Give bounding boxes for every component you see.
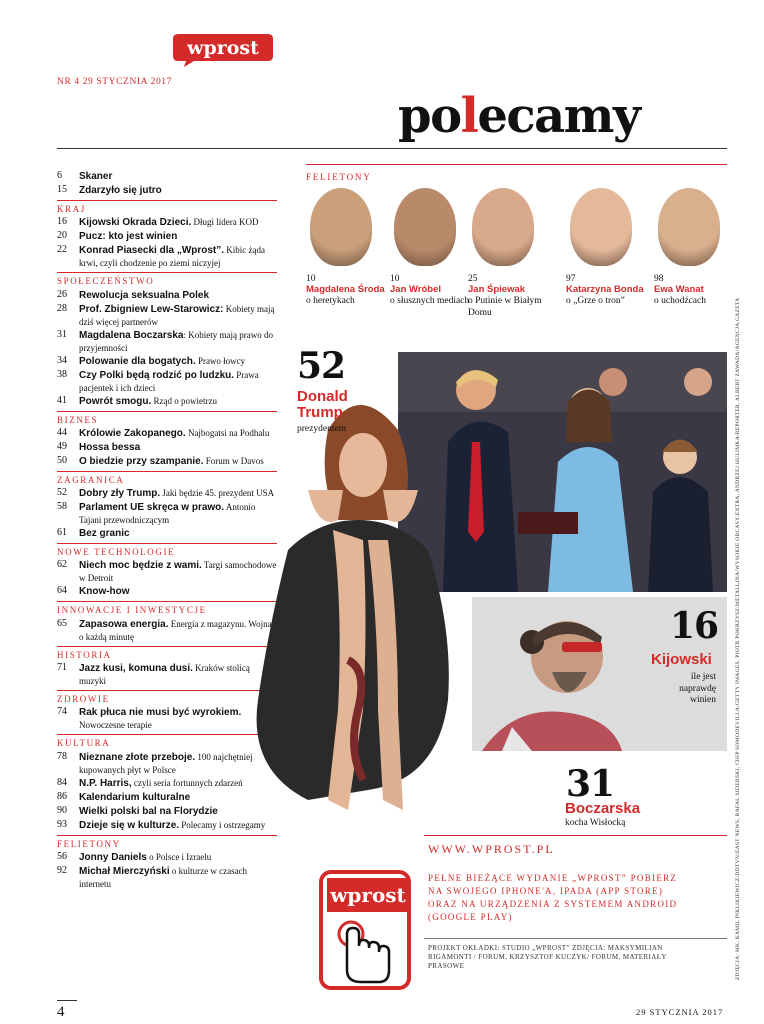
table-of-contents xyxy=(57,170,277,891)
columnist-photo xyxy=(658,188,720,266)
columnist-page: 25 xyxy=(468,274,478,284)
toc-entry-title: Know-how xyxy=(79,586,130,598)
toc-entry[interactable] xyxy=(57,791,277,804)
toc-section-title: FELIETONY xyxy=(57,835,277,850)
toc-section-title: BIZNES xyxy=(57,411,277,426)
toc-page-number: 86 xyxy=(57,790,67,802)
columnist-photo xyxy=(394,188,456,266)
toc-entry-desc: Rząd o powietrzu xyxy=(151,395,217,406)
columnist-name: Katarzyna Bonda xyxy=(566,284,644,295)
toc-page-number: 38 xyxy=(57,368,67,380)
toc-section-title: KRAJ xyxy=(57,200,277,215)
toc-entry[interactable] xyxy=(57,329,277,354)
divider xyxy=(424,835,727,836)
footer-date: 29 STYCZNIA 2017 xyxy=(636,1007,724,1017)
toc-entry[interactable] xyxy=(57,303,277,328)
toc-entry-text xyxy=(79,170,277,183)
toc-entry[interactable] xyxy=(57,819,277,832)
toc-entry-title: Nieznane złote przeboje. xyxy=(79,751,196,763)
toc-entry-desc: Kobiety mają dziś więcej partnerów xyxy=(79,303,275,327)
toc-entry-title: Kalendarium kulturalne xyxy=(79,791,191,803)
toc-page-number: 28 xyxy=(57,302,67,314)
toc-entry-desc: o Polsce i Izraelu xyxy=(146,851,212,862)
toc-entry-title: Wielki polski bal na Florydzie xyxy=(79,805,218,817)
toc-entry[interactable] xyxy=(57,427,277,440)
toc-page-number: 49 xyxy=(57,440,67,452)
toc-entry-text xyxy=(79,244,277,269)
toc-entry-desc: Targi samochodowe w Detroit xyxy=(79,560,277,584)
toc-entry[interactable] xyxy=(57,487,277,500)
toc-page-number: 31 xyxy=(57,328,67,340)
toc-entry[interactable] xyxy=(57,395,277,408)
toc-entry-text xyxy=(79,355,277,368)
toc-entry[interactable] xyxy=(57,184,277,197)
toc-entry-title: Rewolucja seksualna Polek xyxy=(79,289,210,301)
columnist-topic: o Putinie w Białym Domu xyxy=(468,296,542,318)
toc-entry-title: Jazz kusi, komuna dusi. xyxy=(79,663,193,675)
toc-entry[interactable] xyxy=(57,501,277,526)
toc-page-number: 64 xyxy=(57,585,67,597)
toc-entry-desc: Prawo łowcy xyxy=(195,355,246,366)
toc-entry-title: Magdalena Boczarska xyxy=(79,329,184,341)
toc-entry-desc: Antonio Tajani przewodniczącym xyxy=(79,502,256,526)
toc-page-number: 6 xyxy=(57,170,62,181)
toc-entry-title: Michał Mierczyński xyxy=(79,865,170,877)
toc-entry-title: Zdarzyło się jutro xyxy=(79,185,162,196)
toc-entry-title: Konrad Piasecki dla „Wprost”. xyxy=(79,245,225,257)
toc-entry-desc: Forum w Davos xyxy=(203,455,264,466)
toc-entry[interactable] xyxy=(57,706,277,731)
columnist-name: Jan Śpiewak xyxy=(468,284,526,295)
toc-entry-desc: Kraków stolicą muzyki xyxy=(79,663,250,687)
toc-entry-title: Pucz: kto jest winien xyxy=(79,231,178,243)
toc-entry-title: Czy Polki będą rodzić po ludzku. xyxy=(79,369,235,381)
columnist-topic: o uchodźcach xyxy=(654,296,706,306)
svg-text:wprost: wprost xyxy=(187,37,259,59)
toc-page-number: 61 xyxy=(57,527,67,539)
feature-subtitle: kocha Wisłocką xyxy=(565,818,626,828)
toc-entry[interactable] xyxy=(57,289,277,302)
toc-entry[interactable] xyxy=(57,585,277,598)
toc-entry[interactable] xyxy=(57,441,277,454)
toc-page-number: 84 xyxy=(57,776,67,788)
toc-entry-text xyxy=(79,216,277,229)
toc-entry-title: Zapasowa energia. xyxy=(79,618,169,630)
columnist-name: Jan Wróbel xyxy=(390,284,442,295)
toc-entry[interactable] xyxy=(57,355,277,368)
toc-entry-desc: o kulturze w czasach internetu xyxy=(79,865,248,889)
columnist-page: 97 xyxy=(566,274,576,284)
toc-page-number: 34 xyxy=(57,354,67,366)
columnist[interactable] xyxy=(468,188,548,319)
toc-entry-title: Skaner xyxy=(79,171,113,182)
columnist-name: Ewa Wanat xyxy=(654,284,704,295)
toc-page-number: 92 xyxy=(57,864,67,876)
toc-section-title: ZDROWIE xyxy=(57,690,277,705)
boczarska-photo xyxy=(248,370,478,840)
divider xyxy=(424,938,727,939)
side-photo-credits: ZDJĘCIA: MK, KAMIL PIKLIKIEWICZ/DDTVN/EAST NEWS, RAFAŁ SIDERSKI, CHIP SOMODEVILLA/GETTY IMAGES, PIOTR POKRZYSZ/METALLINA/WYSOKIE OBCASY EXTRA, ANDRZEJ HULIMKA/REPORTER, ALBERT ZAWADA/AGENCJA GAZETA xyxy=(735,297,741,980)
toc-entry-text xyxy=(79,184,277,197)
toc-entry[interactable] xyxy=(57,527,277,540)
toc-entry-text xyxy=(79,230,277,243)
toc-page-number: 78 xyxy=(57,750,67,762)
toc-entry-title: N.P. Harris, xyxy=(79,777,132,789)
website-link[interactable]: WWW.WPROST.PL xyxy=(428,842,555,856)
toc-entry-desc: Jaki będzie 45. prezydent USA xyxy=(160,488,275,499)
toc-entry-desc: Kibic żąda krwi, czyli chodzenie po ziemi niczyjej xyxy=(79,245,266,269)
columnist-photo xyxy=(472,188,534,266)
toc-entry[interactable] xyxy=(57,805,277,818)
wprost-app-icon[interactable] xyxy=(313,870,417,990)
toc-page-number: 50 xyxy=(57,454,67,466)
toc-entry-title: Hossa bessa xyxy=(79,441,141,453)
toc-page-number: 15 xyxy=(57,184,67,195)
toc-entry[interactable] xyxy=(57,618,277,643)
page-title: polecamy xyxy=(398,88,640,144)
toc-entry-text xyxy=(79,851,277,864)
columnist-topic: o słusznych mediach xyxy=(390,296,470,306)
toc-section-title: HISTORIA xyxy=(57,646,277,661)
toc-entry-desc: Długi lidera KOD xyxy=(191,217,259,228)
toc-section-title: ZAGRANICA xyxy=(57,471,277,486)
toc-entry-desc: Nowoczesne terapie xyxy=(79,720,152,731)
toc-entry-title: Bez granic xyxy=(79,528,130,540)
feature-title: Boczarska xyxy=(565,800,641,817)
toc-entry[interactable] xyxy=(57,851,277,864)
toc-page-number: 74 xyxy=(57,706,67,718)
toc-entry-title: Prof. Zbigniew Lew-Starowicz: xyxy=(79,303,224,315)
toc-entry-text xyxy=(79,865,277,890)
toc-entry-desc: Polecamy i ostrzegamy xyxy=(179,819,266,830)
feature-page-number: 16 xyxy=(670,605,719,647)
toc-entry-title: Kijowski Okrada Dzieci. xyxy=(79,217,192,229)
toc-page-number: 65 xyxy=(57,617,67,629)
toc-entry-desc: Energia z magazynu. Wojna o każdą minutę xyxy=(79,618,272,642)
toc-entry-title: Parlament UE skręca w prawo. xyxy=(79,502,225,514)
columnist-page: 98 xyxy=(654,274,664,284)
feature-page-number: 31 xyxy=(566,763,615,805)
columnist-photo xyxy=(310,188,372,266)
toc-entry-text xyxy=(79,303,277,328)
toc-entry[interactable] xyxy=(57,777,277,790)
toc-entry[interactable] xyxy=(57,216,277,229)
felietony-label: FELIETONY xyxy=(306,172,372,182)
toc-section-title: INNOWACJE I INWESTYCJE xyxy=(57,601,277,616)
toc-page-number: 62 xyxy=(57,559,67,571)
toc-page-number: 56 xyxy=(57,850,67,862)
toc-entry-title: Dzieje się w kulturze. xyxy=(79,819,180,831)
toc-entry[interactable] xyxy=(57,455,277,468)
toc-entry[interactable] xyxy=(57,662,277,687)
columnist[interactable] xyxy=(306,188,386,307)
toc-page-number: 93 xyxy=(57,818,67,830)
toc-section-title: NOWE TECHNOLOGIE xyxy=(57,543,277,558)
toc-entry[interactable] xyxy=(57,170,277,183)
columnist[interactable] xyxy=(390,188,470,307)
page-number: 4 xyxy=(57,1004,65,1020)
columnist-name: Magdalena Środa xyxy=(306,284,385,295)
toc-page-number: 20 xyxy=(57,230,67,242)
toc-entry-title: Niech moc będzie z wami. xyxy=(79,560,202,572)
divider xyxy=(57,1000,77,1001)
toc-entry-title: Dobry zły Trump. xyxy=(79,488,161,500)
toc-page-number: 26 xyxy=(57,288,67,300)
toc-page-number: 71 xyxy=(57,662,67,674)
toc-entry[interactable] xyxy=(57,865,277,890)
toc-entry-desc: czyli seria fortunnych zdarzeń xyxy=(131,777,243,788)
toc-page-number: 44 xyxy=(57,426,67,438)
columnist-photo xyxy=(570,188,632,266)
toc-section-title: KULTURA xyxy=(57,734,277,749)
columnist-topic: o heretykach xyxy=(306,296,355,306)
columnist[interactable] xyxy=(566,188,646,307)
columnist[interactable] xyxy=(654,188,734,307)
toc-entry-title: Królowie Zakopanego. xyxy=(79,427,186,439)
feature-subtitle: ile jest naprawdę winien xyxy=(679,672,716,705)
svg-text:wprost: wprost xyxy=(330,883,406,907)
toc-page-number: 16 xyxy=(57,216,67,228)
toc-page-number: 90 xyxy=(57,804,67,816)
app-promo-text: PEŁNE BIEŻĄCE WYDANIE „WPROST” POBIERZ NA SWOJEGO IPHONE'A, IPADA (APP STORE) ORAZ NA URZĄDZENIA Z SYSTEMEM ANDROID (GOOGLE PLAY) xyxy=(428,873,678,922)
photo-credits: PROJEKT OKŁADKI: STUDIO „WPROST” ZDJĘCIA: MAKSYMILIAN RIGAMONTI / FORUM, KRZYSZTOF KUCZYK/ FORUM, MATERIAŁY PRASOWE xyxy=(428,944,667,970)
feature-title: Donald Trump xyxy=(297,388,348,421)
toc-entry-text xyxy=(79,289,277,302)
toc-entry-title: Powrót smogu. xyxy=(79,395,152,407)
wprost-logo xyxy=(172,30,274,68)
toc-entry[interactable] xyxy=(57,751,277,776)
divider xyxy=(57,148,727,149)
toc-entry-title: Polowanie dla bogatych. xyxy=(79,355,196,367)
toc-page-number: 41 xyxy=(57,394,67,406)
feature-title: Kijowski xyxy=(651,651,712,668)
toc-entry[interactable] xyxy=(57,369,277,394)
toc-entry-desc: : Kobiety mają prawo do przyjemności xyxy=(79,329,273,353)
divider xyxy=(306,164,727,165)
columnist-topic: o „Grze o tron” xyxy=(566,296,625,306)
toc-entry-desc: Najbogatsi na Podhalu xyxy=(185,427,270,438)
toc-entry[interactable] xyxy=(57,244,277,269)
toc-entry-desc: 100 najchętniej kupowanych płyt w Polsce xyxy=(79,751,253,775)
toc-page-number: 22 xyxy=(57,244,67,256)
toc-page-number: 52 xyxy=(57,487,67,499)
toc-entry-desc: Prawa pacjentek i ich dzieci xyxy=(79,369,259,393)
issue-date: NR 4 29 STYCZNIA 2017 xyxy=(57,77,172,87)
toc-entry[interactable] xyxy=(57,559,277,584)
columnist-page: 10 xyxy=(390,274,400,284)
feature-page-number: 52 xyxy=(297,345,346,387)
toc-entry-text xyxy=(79,329,277,354)
columnist-page: 10 xyxy=(306,274,316,284)
toc-section-title: SPOŁECZEŃSTWO xyxy=(57,272,277,287)
toc-entry-title: Jonny Daniels xyxy=(79,851,147,863)
toc-entry[interactable] xyxy=(57,230,277,243)
toc-page-number: 58 xyxy=(57,501,67,513)
toc-entry-title: Rak płuca nie musi być wyrokiem. xyxy=(79,707,242,719)
feature-subtitle: prezydentem xyxy=(297,424,347,434)
toc-entry-title: O biedzie przy szampanie. xyxy=(79,455,204,467)
